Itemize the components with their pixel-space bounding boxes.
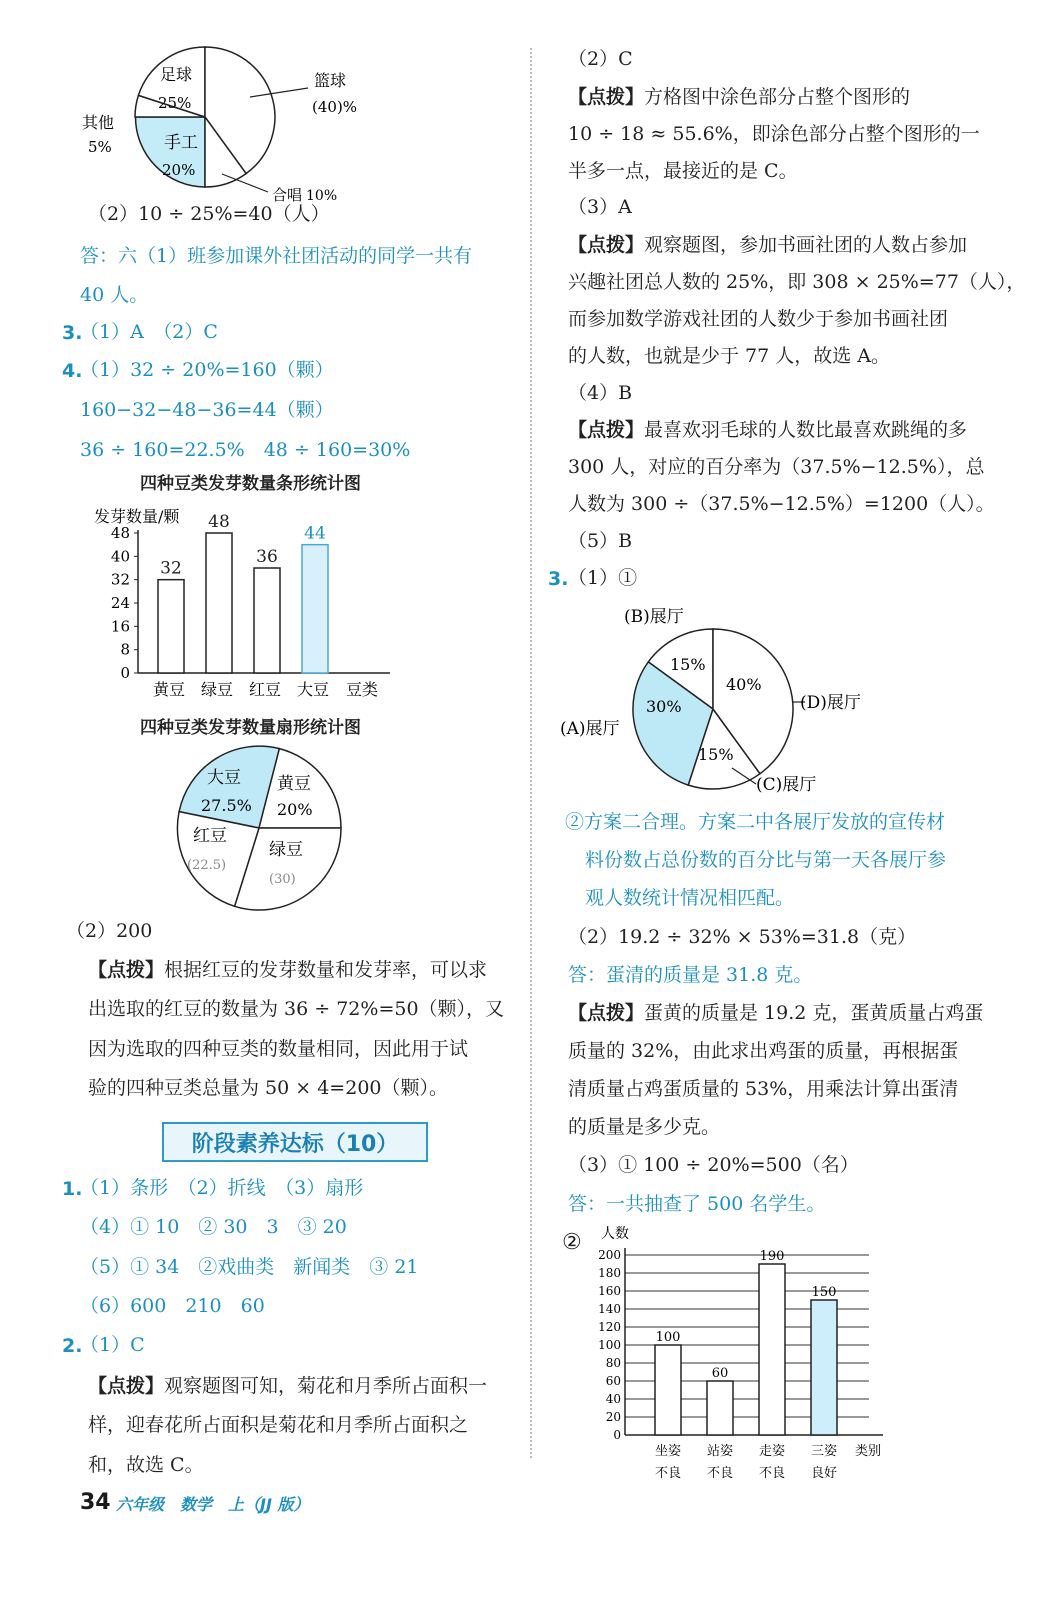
bean-bar-value: 32 bbox=[160, 558, 182, 579]
r-line-1: （2）C bbox=[568, 48, 633, 70]
q4-number: 4. bbox=[62, 360, 83, 382]
r-line-5: （4）B bbox=[568, 382, 633, 404]
pie1-label-other: 其他 bbox=[82, 113, 115, 132]
pie3-label-a: (A)展厅 bbox=[560, 719, 620, 739]
club-pie-chart bbox=[60, 42, 390, 210]
pie2-value-yellow: 20% bbox=[277, 800, 313, 819]
pie1-value-basketball: (40)% bbox=[312, 98, 358, 116]
bean-bar-tick-label: 0 bbox=[120, 664, 130, 682]
bean-pie-chart-title: 四种豆类发芽数量扇形统计图 bbox=[140, 718, 361, 738]
bean-bar-tick-label: 48 bbox=[110, 524, 130, 542]
posture-bar-tick-label: 100 bbox=[598, 1338, 621, 1352]
r-hint-2-line-3: 半多一点，最接近的是 C。 bbox=[568, 160, 798, 182]
posture-bar-tick-label: 0 bbox=[613, 1428, 621, 1442]
e-circle-2: ② bbox=[562, 1230, 582, 1255]
r-hint-2-line-2: 10 ÷ 18 ≈ 55.6%，即涂色部分占整个图形的一 bbox=[568, 123, 980, 145]
bean-bar-category: 红豆 bbox=[248, 680, 282, 699]
posture-bar-category-1: 坐姿 bbox=[654, 1444, 682, 1459]
d-hint-line-2: 质量的 32%，由此求出鸡蛋的质量，再根据蛋 bbox=[568, 1040, 959, 1062]
hint-1-line-2: 出选取的红豆的数量为 36 ÷ 72%=50（颗），又 bbox=[88, 998, 505, 1020]
bean-bar-tick-label: 40 bbox=[110, 547, 130, 566]
posture-bar-tick-label: 60 bbox=[605, 1374, 621, 1388]
d-hint-line-1: 蛋黄的质量是 19.2 克，蛋黄质量占鸡蛋 bbox=[644, 1002, 984, 1024]
pie2-label-soybean: 大豆 bbox=[207, 768, 241, 788]
r-hint-6-line-3: 人数为 300 ÷（37.5%−12.5%）=1200（人）。 bbox=[568, 493, 995, 515]
pie1-value-handcraft: 20% bbox=[162, 161, 196, 179]
posture-bar-category-1: 站姿 bbox=[706, 1444, 734, 1459]
pie1-value-football: 25% bbox=[158, 94, 192, 112]
r-hint-4-tag: 【点拨】 bbox=[568, 234, 645, 256]
hint-tag: 【点拨】 bbox=[88, 959, 165, 981]
s1-line-1: （1）条形 （2）折线 （3）扇形 bbox=[80, 1177, 364, 1199]
answer-1a: 答：六（1）班参加课外社团活动的同学一共有 bbox=[80, 245, 473, 267]
bean-bar-tick-label: 8 bbox=[120, 640, 130, 659]
pie3-label-c: (C)展厅 bbox=[756, 775, 817, 795]
page-number: 34 bbox=[80, 1490, 111, 1515]
bean-bar-category: 黄豆 bbox=[152, 680, 186, 699]
bean-bar-value: 36 bbox=[256, 547, 278, 567]
pie1-label-basketball: 篮球 bbox=[314, 71, 347, 90]
c2-line-3: 观人数统计情况相匹配。 bbox=[585, 887, 795, 909]
pie2-value-soybean: 27.5% bbox=[201, 796, 252, 815]
hint-1-line-3: 因为选取的四种豆类的数量相同，因此用于试 bbox=[88, 1038, 469, 1060]
s2-line-1: （1）C bbox=[80, 1334, 145, 1356]
exhibition-pie-chart bbox=[560, 598, 890, 818]
r-line-3: （3）A bbox=[568, 196, 632, 218]
s1-line-5: （5）① 34 ②戏曲类 新闻类 ③ 21 bbox=[80, 1256, 419, 1278]
bean-bar bbox=[158, 580, 184, 673]
answer-1b: 40 人。 bbox=[80, 284, 149, 306]
posture-bar-value: 150 bbox=[811, 1285, 837, 1300]
r-q3-number: 3. bbox=[548, 568, 569, 590]
d-hint-line-3: 清质量占鸡蛋质量的 53%，用乘法计算出蛋清 bbox=[568, 1078, 959, 1100]
posture-bar-tick-label: 20 bbox=[605, 1410, 621, 1424]
q4-line-1: （1）32 ÷ 20%=160（颗） bbox=[80, 359, 334, 381]
r-line-7: （5）B bbox=[568, 530, 633, 552]
posture-bar-tick-label: 200 bbox=[598, 1248, 621, 1262]
s2-hint-line-2: 样，迎春花所占面积是菊花和月季所占面积之 bbox=[88, 1414, 469, 1436]
d-line-2: 答：蛋清的质量是 31.8 克。 bbox=[568, 964, 813, 986]
pie2-label-yellow: 黄豆 bbox=[277, 774, 311, 794]
c2-line-1: ②方案二合理。方案二中各展厅发放的宣传材 bbox=[565, 811, 946, 833]
posture-bar-category-2: 不良 bbox=[758, 1466, 786, 1481]
hint-1-line-1: 根据红豆的发芽数量和发芽率，可以求 bbox=[164, 959, 488, 981]
bean-bar-tick-label: 16 bbox=[110, 617, 130, 636]
posture-bar-tick-label: 40 bbox=[605, 1392, 621, 1406]
r-hint-4-line-3: 而参加数学游戏社团的人数少于参加书画社团 bbox=[568, 308, 949, 330]
pie1-label-handcraft: 手工 bbox=[164, 133, 198, 153]
bean-bar-tick-label: 24 bbox=[110, 594, 130, 612]
hint-1-block bbox=[88, 961, 487, 980]
d-hint-tag: 【点拨】 bbox=[568, 1002, 645, 1024]
pie3-value-a: 30% bbox=[646, 697, 682, 716]
bean-bar bbox=[302, 545, 328, 673]
posture-bar-category-2: 不良 bbox=[706, 1466, 734, 1481]
bean-bar-category: 绿豆 bbox=[200, 680, 234, 699]
pie1-value-choir: 10% bbox=[306, 188, 338, 204]
pie3-label-d: (D)展厅 bbox=[800, 693, 861, 713]
pie1-label-football: 足球 bbox=[160, 65, 193, 84]
r-hint-6-line-2: 300 人，对应的百分率为（37.5%−12.5%），总 bbox=[568, 456, 985, 478]
r-hint-4-block bbox=[568, 236, 967, 255]
s2-hint-line-1: 观察题图可知，菊花和月季所占面积一 bbox=[164, 1375, 488, 1397]
s2-number: 2. bbox=[62, 1335, 83, 1357]
posture-bar-tick-label: 120 bbox=[598, 1320, 621, 1334]
posture-bar-category-2: 良好 bbox=[810, 1466, 838, 1481]
s2-hint-line-3: 和，故选 C。 bbox=[88, 1454, 204, 1476]
footer-text: 六年级 数学 上（JJ 版） bbox=[116, 1495, 310, 1514]
s1-line-6: （6）600 210 60 bbox=[80, 1295, 265, 1317]
r-hint-2-tag: 【点拨】 bbox=[568, 86, 645, 108]
r-hint-4-line-2: 兴趣社团总人数的 25%，即 308 × 25%=77（人）， bbox=[568, 271, 1026, 293]
r-hint-2-line-1: 方格图中涂色部分占整个图形的 bbox=[644, 86, 911, 108]
r-hint-2-block bbox=[568, 88, 910, 107]
posture-bar-value: 100 bbox=[655, 1330, 681, 1345]
bean-bar-value: 48 bbox=[208, 512, 230, 532]
bean-bar-value: 44 bbox=[304, 523, 326, 544]
posture-bar-ylabel: 人数 bbox=[601, 1226, 629, 1242]
r-hint-6-line-1: 最喜欢羽毛球的人数比最喜欢跳绳的多 bbox=[644, 419, 968, 441]
pie3-value-b: 15% bbox=[670, 655, 706, 674]
bean-bar-xlabel: 豆类 bbox=[345, 680, 379, 699]
posture-bar-value: 60 bbox=[711, 1366, 729, 1381]
q4-line-2: 160−32−48−36=44（颗） bbox=[80, 399, 334, 421]
posture-bar-category-1: 走姿 bbox=[758, 1444, 786, 1459]
posture-bar bbox=[811, 1300, 837, 1435]
pie1-value-other: 5% bbox=[88, 138, 112, 156]
r-q3-line: （1）① bbox=[568, 567, 638, 589]
posture-bar bbox=[707, 1381, 733, 1435]
pie2-label-mung: 绿豆 bbox=[269, 840, 303, 860]
section-title: 阶段素养达标（10） bbox=[162, 1122, 428, 1162]
d-line-1: （2）19.2 ÷ 32% × 53%=31.8（克） bbox=[568, 926, 917, 948]
bean-bar-tick-label: 32 bbox=[110, 570, 130, 589]
pie2-label-red: 红豆 bbox=[193, 826, 227, 846]
bean-bar bbox=[206, 533, 232, 673]
s1-number: 1. bbox=[62, 1178, 83, 1200]
pie2-value-mung: (30) bbox=[269, 872, 296, 887]
bean-bar-chart-title: 四种豆类发芽数量条形统计图 bbox=[140, 474, 361, 494]
posture-bar-xlabel: 类别 bbox=[854, 1444, 881, 1459]
posture-bar bbox=[655, 1345, 681, 1435]
bean-bar-category: 大豆 bbox=[296, 680, 330, 699]
s2-hint-tag: 【点拨】 bbox=[88, 1375, 165, 1397]
bean-bar bbox=[254, 568, 280, 673]
posture-bar-tick-label: 180 bbox=[598, 1266, 621, 1280]
d-hint-line-4: 的质量是多少克。 bbox=[568, 1116, 721, 1138]
pie2-value-red: (22.5) bbox=[187, 858, 227, 873]
posture-bar bbox=[759, 1264, 785, 1435]
posture-bar-chart bbox=[585, 1222, 905, 1487]
pie3-value-d: 40% bbox=[726, 675, 762, 694]
r-hint-6-block bbox=[568, 421, 967, 440]
pie1-label-choir: 合唱 bbox=[272, 186, 303, 204]
pie3-value-c: 15% bbox=[698, 745, 734, 764]
posture-bar-value: 190 bbox=[759, 1249, 785, 1264]
e-line-2: 答：一共抽查了 500 名学生。 bbox=[568, 1193, 826, 1215]
posture-bar-category-1: 三姿 bbox=[810, 1444, 838, 1459]
hint-1-line-4: 验的四种豆类总量为 50 × 4=200（颗）。 bbox=[88, 1077, 448, 1099]
column-divider bbox=[530, 48, 532, 1458]
answer-line-2: （2）10 ÷ 25%=40（人） bbox=[88, 203, 330, 225]
q3-answers: （1）A （2）C bbox=[80, 321, 218, 343]
posture-bar-tick-label: 140 bbox=[598, 1302, 621, 1316]
posture-bar-tick-label: 80 bbox=[605, 1356, 621, 1370]
e-line-1: （3）① 100 ÷ 20%=500（名） bbox=[568, 1154, 859, 1176]
pie3-label-b: (B)展厅 bbox=[624, 607, 684, 627]
r-hint-6-tag: 【点拨】 bbox=[568, 419, 645, 441]
bean-bar-chart bbox=[80, 500, 420, 705]
c2-line-2: 料份数占总份数的百分比与第一天各展厅参 bbox=[585, 849, 947, 871]
s2-hint-block bbox=[88, 1377, 487, 1396]
bean-pie-chart bbox=[165, 745, 355, 915]
bean-bar-ylabel: 发芽数量/颗 bbox=[94, 507, 180, 526]
r-hint-4-line-4: 的人数，也就是少于 77 人，故选 A。 bbox=[568, 345, 891, 367]
q4-answer-2: （2）200 bbox=[66, 920, 153, 942]
s1-line-4: （4）① 10 ② 30 3 ③ 20 bbox=[80, 1216, 347, 1238]
d-hint-block bbox=[568, 1004, 983, 1023]
r-hint-4-line-1: 观察题图，参加书画社团的人数占参加 bbox=[644, 234, 968, 256]
q4-line-3: 36 ÷ 160=22.5% 48 ÷ 160=30% bbox=[80, 439, 411, 461]
posture-bar-tick-label: 160 bbox=[598, 1284, 621, 1298]
posture-bar-category-2: 不良 bbox=[654, 1466, 682, 1481]
q3-number: 3. bbox=[62, 322, 83, 344]
